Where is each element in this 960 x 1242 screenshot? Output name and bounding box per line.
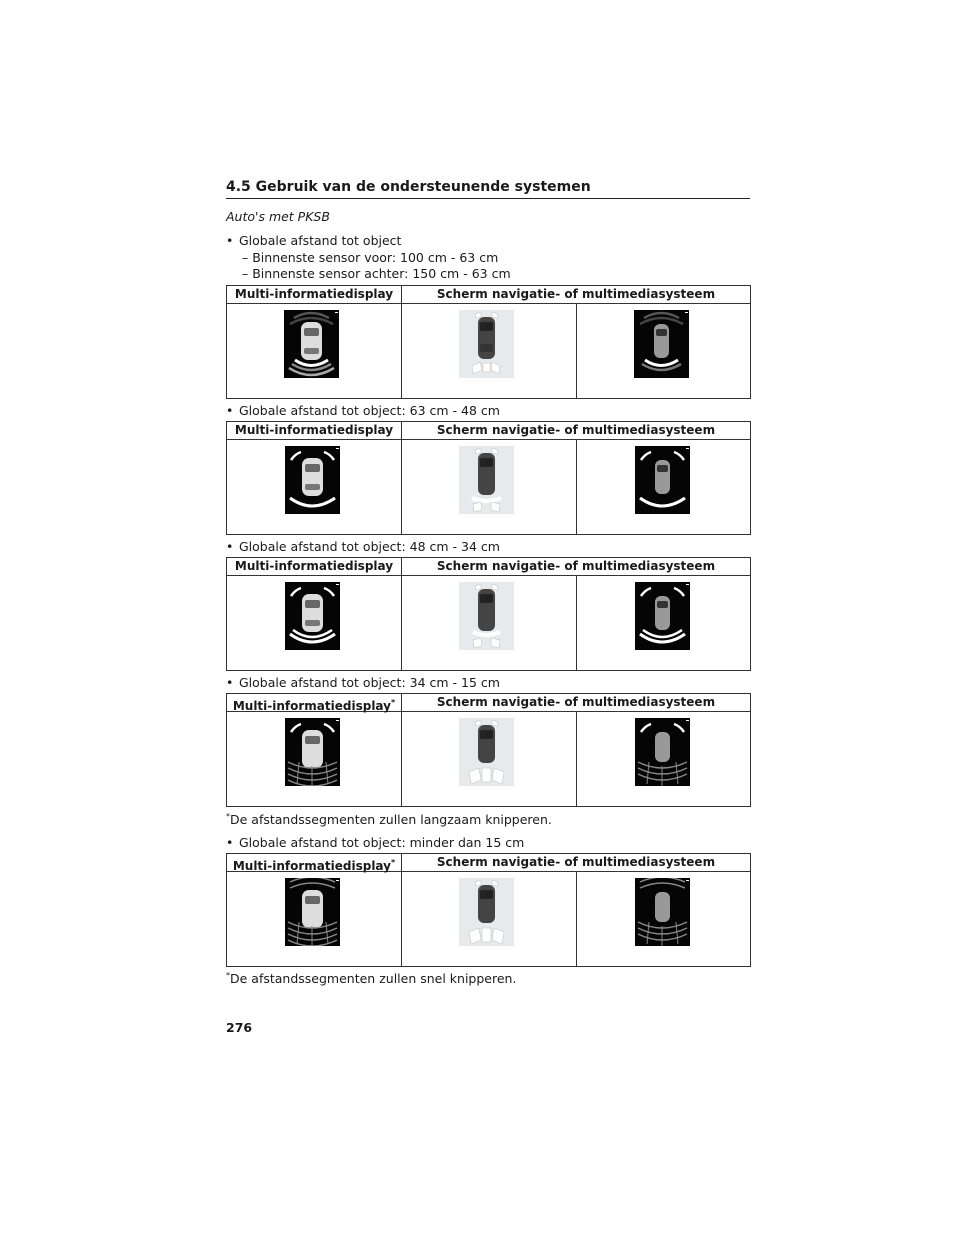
- subtitle: Auto's met PKSB: [226, 209, 330, 224]
- bullet-distance-34-15: • Globale afstand tot object: 34 cm - 15 cm: [239, 675, 500, 690]
- bullet-distance-63-48: • Globale afstand tot object: 63 cm - 48 cm: [239, 403, 500, 418]
- mid-sensor-image: [284, 310, 339, 378]
- sub-inner-sensor-rear: – Binnenste sensor achter: 150 cm - 63 cm: [242, 266, 511, 281]
- footnote-slow-blink: [226, 812, 552, 827]
- col-header-mid: Multi-informatiedisplay: [227, 422, 402, 439]
- col-header-nav: Scherm navigatie- of multimediasysteem: [436, 695, 716, 709]
- nav-sensor-image: [459, 582, 514, 650]
- footnote-fast-blink: [226, 971, 516, 986]
- page-number: 276: [226, 1020, 253, 1035]
- col-header-mid: Multi-informatiedisplay: [227, 558, 402, 575]
- nav-sensor-image: [459, 310, 514, 378]
- mid-sensor-image: [285, 446, 340, 514]
- col-header-nav: Scherm navigatie- of multimediasysteem: [436, 855, 716, 869]
- display-table-2: [226, 421, 751, 535]
- nav-sensor-image: [459, 878, 514, 946]
- mid-sensor-image: [285, 878, 340, 946]
- col-header-mid: Multi-informatiedisplay: [227, 286, 402, 303]
- col-header-mid-label: Multi-informatiedisplay: [232, 699, 391, 713]
- col-header-mid: [227, 854, 402, 871]
- col-header-nav: Scherm navigatie- of multimediasysteem: [436, 559, 716, 573]
- bullet-distance-48-34: • Globale afstand tot object: 48 cm - 34 cm: [239, 539, 500, 554]
- nav-dark-sensor-image: [635, 718, 690, 786]
- display-table-5: [226, 853, 751, 967]
- section-title: 4.5 Gebruik van de ondersteunende systemen: [226, 179, 750, 199]
- col-header-mid-label: Multi-informatiedisplay: [232, 859, 391, 873]
- nav-dark-sensor-image: [635, 878, 690, 946]
- mid-sensor-image: [285, 718, 340, 786]
- bullet-global-distance: • Globale afstand tot object: [239, 233, 401, 248]
- asterisk: *: [226, 812, 230, 821]
- nav-sensor-image: [459, 446, 514, 514]
- nav-sensor-image: [459, 718, 514, 786]
- sub-inner-sensor-front: – Binnenste sensor voor: 100 cm - 63 cm: [242, 250, 499, 265]
- nav-dark-sensor-image: [635, 582, 690, 650]
- col-header-mid: [227, 694, 402, 711]
- display-table-3: [226, 557, 751, 671]
- col-header-nav: Scherm navigatie- of multimediasysteem: [436, 423, 716, 437]
- asterisk: *: [226, 971, 230, 980]
- nav-dark-sensor-image: [635, 446, 690, 514]
- footnote-text: De afstandssegmenten zullen snel knipperen.: [230, 971, 517, 987]
- col-header-nav: Scherm navigatie- of multimediasysteem: [436, 287, 716, 301]
- display-table-1: [226, 285, 751, 399]
- bullet-distance-under-15: • Globale afstand tot object: minder dan 15 cm: [239, 835, 524, 850]
- footnote-text: De afstandssegmenten zullen langzaam knipperen.: [230, 812, 552, 828]
- asterisk: *: [390, 698, 396, 707]
- asterisk: *: [390, 858, 396, 867]
- mid-sensor-image: [285, 582, 340, 650]
- display-table-4: [226, 693, 751, 807]
- nav-dark-sensor-image: [634, 310, 689, 378]
